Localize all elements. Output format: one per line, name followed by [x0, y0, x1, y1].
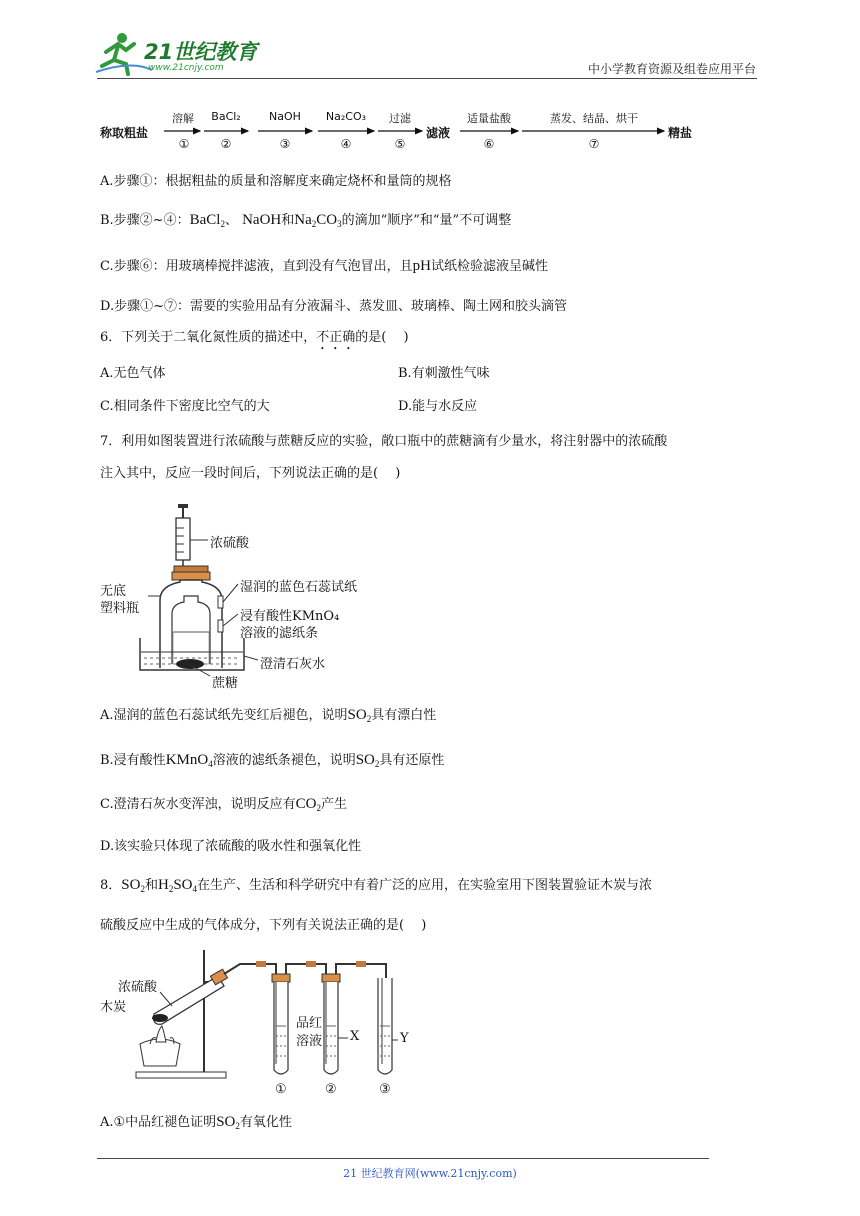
flow-step-num: ⑤ [394, 137, 406, 151]
salt-purification-flow [100, 110, 720, 156]
q5-option-c: C.步骤⑥：用玻璃棒搅拌滤液，直到没有气泡冒出，且pH试纸检验滤液呈碱性 [100, 258, 548, 274]
label-conc-acid: 浓硫酸 [210, 536, 250, 551]
flow-step-num: ⑦ [588, 137, 600, 151]
flow-step-label: 适量盐酸 [467, 112, 511, 125]
label-limewater: 澄清石灰水 [260, 657, 326, 672]
flow-step-label: Na₂CO₃ [325, 110, 367, 123]
q7-option-d: D.该实验只体现了浓硫酸的吸水性和强氧化性 [100, 839, 362, 854]
q8-option-a: A.①中品红褪色证明$SO_2$有氧化性 [100, 1114, 292, 1131]
q6-option-c: C.相同条件下密度比空气的大 [100, 399, 270, 414]
flow-step-num: ⑥ [483, 137, 495, 151]
flow-filtrate: 滤液 [426, 126, 451, 140]
carbon-acid-apparatus-icon [100, 946, 420, 1102]
q5-option-d: D.步骤①~⑦：需要的实验用品有分液漏斗、蒸发皿、玻璃棒、陶土网和胶头滴管 [100, 299, 567, 314]
q6-option-d: D.能与水反应 [398, 399, 478, 414]
q8-stem-line1: 8．$SO_2$和$H_2SO_4$在生产、生活和科学研究中有着广泛的应用，在实验室用下图装置验证木炭与浓 [100, 877, 653, 894]
flow-step-label: BaCl₂ [211, 110, 241, 123]
q7-option-c: C.澄清石灰水变浑浊，说明反应有$CO_2$产生 [100, 796, 347, 813]
flow-step-label: NaOH [269, 110, 301, 123]
flow-start: 称取粗盐 [100, 126, 149, 140]
flow-step-label: 蒸发、结晶、烘干 [550, 112, 638, 125]
platform-name: 中小学教育资源及组卷应用平台 [587, 62, 756, 76]
label-solution: 溶液 [296, 1034, 323, 1049]
q6-option-a: A.无色气体 [100, 366, 166, 381]
label-bottomless: 无底 [100, 584, 127, 599]
label-tube-1: ① [275, 1082, 287, 1097]
footer-source: 21 世纪教育网(www.21cnjy.com) [343, 1167, 517, 1180]
flow-step-label: 溶解 [172, 112, 194, 125]
q6-emphasis: 不正确 [316, 330, 356, 345]
label-litmus: 湿润的蓝色石蕊试纸 [240, 580, 358, 595]
q7-option-b: B.浸有酸性KMnO$_4$溶液的滤纸条褪色，说明$SO_2$具有还原性 [100, 752, 445, 769]
label-filter-strip: 溶液的滤纸条 [240, 626, 319, 641]
q5-option-a: A.步骤①：根据粗盐的质量和溶解度来确定烧杯和量筒的规格 [100, 174, 452, 189]
q5-option-b: B.步骤②~④：BaCl$_2$、 NaOH和$Na_2CO_3$的滴加“顺序”和“量”不可调整 [100, 212, 512, 229]
flow-end: 精盐 [668, 126, 693, 140]
q6-stem: 6．下列关于二氧化氮性质的描述中，不正确的是( ) [100, 330, 409, 345]
header-divider [97, 78, 757, 79]
label-kmno4: 浸有酸性KMnO₄ [240, 609, 340, 624]
label-charcoal: 木炭 [100, 1000, 127, 1015]
label-sucrose: 蔗糖 [212, 676, 239, 691]
label-conc-acid: 浓硫酸 [118, 980, 158, 995]
flow-step-num: ③ [279, 137, 291, 151]
label-plastic-bottle: 塑料瓶 [100, 601, 140, 616]
q8-stem-line2: 硫酸反应中生成的气体成分，下列有关说法正确的是( ) [100, 918, 427, 933]
label-reagent-x: X [350, 1029, 360, 1044]
q7-option-a: A.湿润的蓝色石蕊试纸先变红后褪色，说明$SO_2$具有漂白性 [100, 707, 437, 724]
q7-apparatus-figure [100, 500, 390, 692]
q7-stem-line2: 注入其中，反应一段时间后，下列说法正确的是( ) [100, 466, 401, 481]
sugar-reaction-apparatus-icon [100, 500, 390, 692]
q7-stem-line1: 7．利用如图装置进行浓硫酸与蔗糖反应的实验，敞口瓶中的蔗糖滴有少量水，将注射器中的浓硫酸 [100, 434, 668, 449]
label-magenta: 品红 [296, 1016, 323, 1031]
flow-step-label: 过滤 [389, 112, 411, 125]
flow-step-num: ④ [340, 137, 352, 151]
flow-step-num: ① [178, 137, 190, 151]
site-logo [92, 30, 262, 78]
flow-step-num: ② [220, 137, 232, 151]
q6-option-b: B.有刺激性气味 [398, 366, 490, 381]
label-reagent-y: Y [400, 1031, 409, 1046]
logo-url: www.21cnjy.com [148, 63, 224, 73]
footer-divider [97, 1158, 709, 1159]
label-tube-2: ② [325, 1082, 337, 1097]
q8-apparatus-figure [100, 946, 420, 1102]
label-tube-3: ③ [379, 1082, 391, 1097]
logo-text: 21世纪教育 [144, 40, 258, 64]
